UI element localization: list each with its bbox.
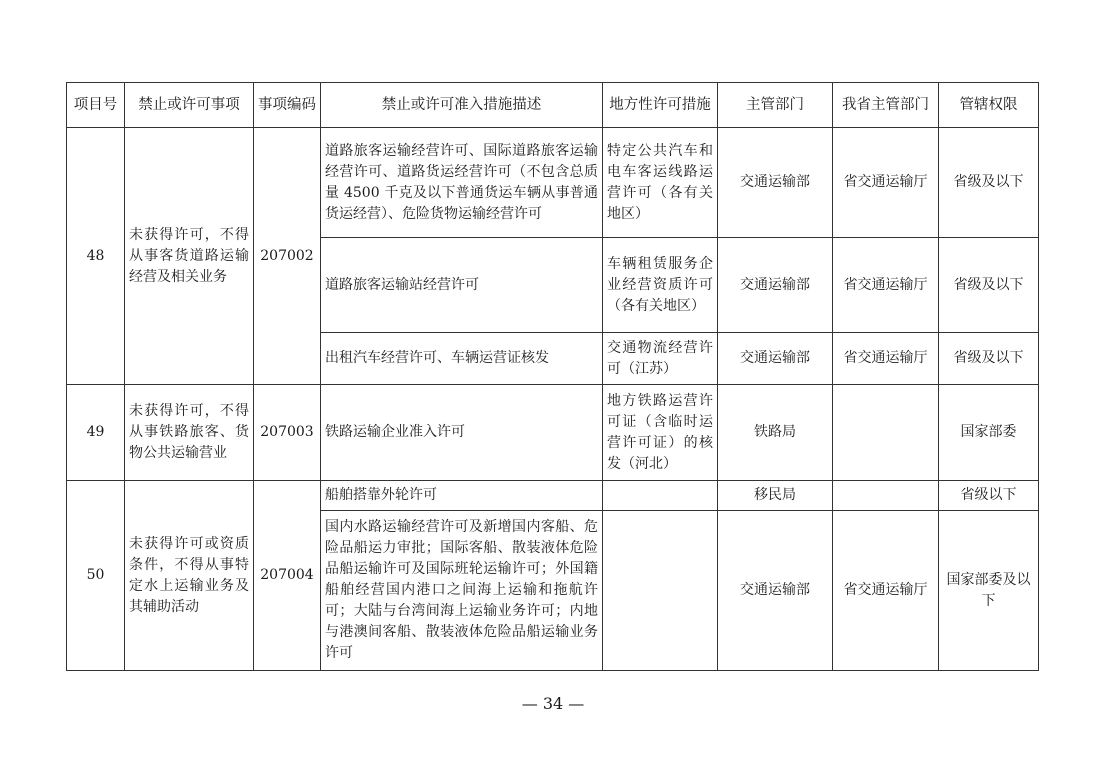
- provincial-department: [833, 385, 939, 481]
- measure-description: 铁路运输企业准入许可: [321, 385, 603, 481]
- department: 交通运输部: [718, 511, 833, 671]
- header-matter: 禁止或许可事项: [125, 83, 254, 128]
- table-row: [67, 385, 1039, 481]
- jurisdiction: 省级及以下: [939, 238, 1039, 333]
- department: 交通运输部: [718, 128, 833, 238]
- measure-description: 国内水路运输经营许可及新增国内客船、危险品船运力审批；国际客船、散装液体危险品船运输许可及国际班轮运输许可；外国籍船舶经营国内港口之间海上运输和拖航许可；大陆与台湾间海上运输业务许可；内地与港澳间客船、散装液体危险品船运输业务许可: [321, 511, 603, 671]
- jurisdiction: 国家部委: [939, 385, 1039, 481]
- item-code: 207004: [254, 481, 321, 671]
- item-code: 207003: [254, 385, 321, 481]
- department: 铁路局: [718, 385, 833, 481]
- table-row: [67, 128, 1039, 238]
- header-description: 禁止或许可准入措施描述: [321, 83, 603, 128]
- jurisdiction: 省级以下: [939, 481, 1039, 511]
- header-jurisdiction: 管辖权限: [939, 83, 1039, 128]
- table-row: [67, 481, 1039, 511]
- measure-description: 出租汽车经营许可、车辆运营证核发: [321, 333, 603, 385]
- jurisdiction: 国家部委及以下: [939, 511, 1039, 671]
- measure-description: 船舶搭靠外轮许可: [321, 481, 603, 511]
- header-item-no: 项目号: [67, 83, 125, 128]
- header-provincial-department: 我省主管部门: [833, 83, 939, 128]
- jurisdiction: 省级及以下: [939, 128, 1039, 238]
- provincial-department: 省交通运输厅: [833, 333, 939, 385]
- provincial-department: 省交通运输厅: [833, 128, 939, 238]
- provincial-department: 省交通运输厅: [833, 238, 939, 333]
- permit-table: [66, 82, 1039, 671]
- department: 交通运输部: [718, 238, 833, 333]
- header-department: 主管部门: [718, 83, 833, 128]
- page-number: — 34 —: [521, 694, 585, 713]
- department: 移民局: [718, 481, 833, 511]
- measure-description: 道路旅客运输经营许可、国际道路旅客运输经营许可、道路货运经营许可（不包含总质量 4500 千克及以下普通货运车辆从事普通货运经营）、危险货物运输经营许可: [321, 128, 603, 238]
- item-no: 50: [67, 481, 125, 671]
- header-code: 事项编码: [254, 83, 321, 128]
- local-measure: [603, 511, 718, 671]
- item-matter: 未获得许可，不得从事铁路旅客、货物公共运输营业: [125, 385, 254, 481]
- measure-description: 道路旅客运输站经营许可: [321, 238, 603, 333]
- item-code: 207002: [254, 128, 321, 385]
- local-measure: 交通物流经营许可（江苏）: [603, 333, 718, 385]
- local-measure: 特定公共汽车和电车客运线路运营许可（各有关地区）: [603, 128, 718, 238]
- header-row: [67, 83, 1039, 128]
- jurisdiction: 省级及以下: [939, 333, 1039, 385]
- local-measure: 地方铁路运营许可证（含临时运营许可证）的核发（河北）: [603, 385, 718, 481]
- item-matter: 未获得许可，不得从事客货道路运输经营及相关业务: [125, 128, 254, 385]
- item-no: 48: [67, 128, 125, 385]
- department: 交通运输部: [718, 333, 833, 385]
- provincial-department: [833, 481, 939, 511]
- local-measure: 车辆租赁服务企业经营资质许可（各有关地区）: [603, 238, 718, 333]
- header-local-measure: 地方性许可措施: [603, 83, 718, 128]
- provincial-department: 省交通运输厅: [833, 511, 939, 671]
- local-measure: [603, 481, 718, 511]
- item-matter: 未获得许可或资质条件，不得从事特定水上运输业务及其辅助活动: [125, 481, 254, 671]
- item-no: 49: [67, 385, 125, 481]
